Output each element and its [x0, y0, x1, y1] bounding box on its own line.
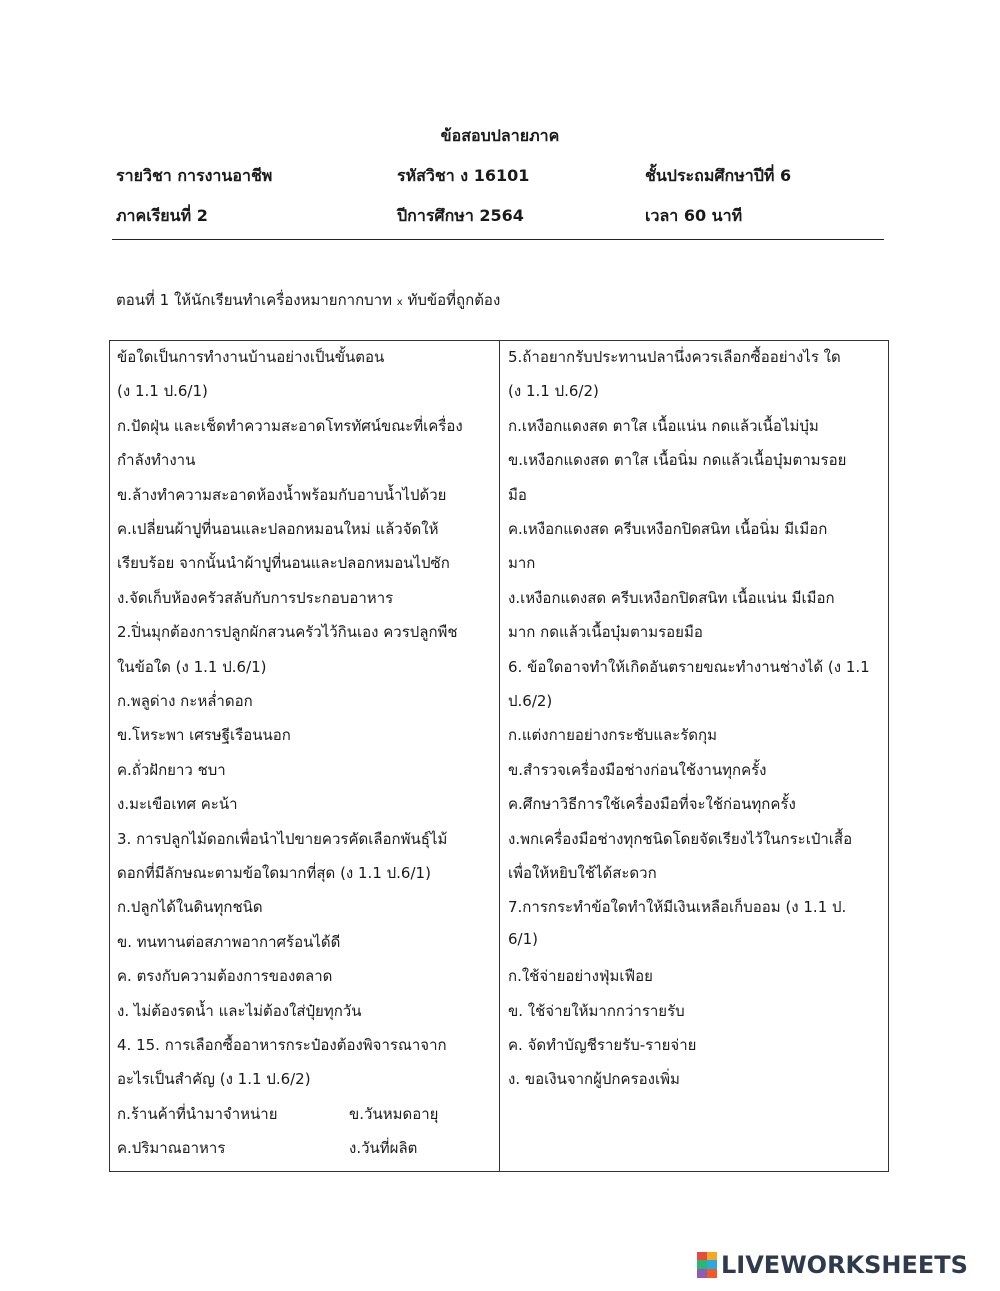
grade-level: ชั้นประถมศึกษาปีที่ 6 — [645, 166, 792, 185]
left-line: ก.ปลูกได้ในดินทุกชนิด — [117, 898, 263, 917]
option-choice: ข.วันหมดอายุ — [349, 1104, 439, 1123]
right-line: มาก กดแล้วเนื้อบุ๋มตามรอยมือ — [508, 623, 703, 642]
right-line: ข.เหงือกแดงสด ตาใส เนื้อนิ่ม กดแล้วเนื้อบุ๋มตามรอย — [508, 451, 847, 470]
logo-color-block — [697, 1260, 707, 1269]
left-line: 2.ปิ่นมุกต้องการปลูกผักสวนครัวไว้กินเอง ควรปลูกพืช — [117, 623, 458, 642]
left-line: ในข้อใด (ง 1.1 ป.6/1) — [117, 657, 267, 676]
instruction-before: ตอนที่ 1 ให้นักเรียนทำเครื่องหมายกากบาท — [116, 291, 397, 309]
right-line: ก.ใช้จ่ายอย่างฟุ่มเฟือย — [508, 967, 653, 986]
right-line: ง. ขอเงินจากผู้ปกครองเพิ่ม — [508, 1070, 680, 1089]
exam-title: ข้อสอบปลายภาค — [440, 126, 560, 145]
right-line: ค.เหงือกแดงสด ครีบเหงือกปิดสนิท เนื้อนิ่ม มีเมือก — [508, 520, 828, 538]
subject-code: รหัสวิชา ง 16101 — [397, 166, 530, 185]
right-line: 7.การกระทำข้อใดทำให้มีเงินเหลือเก็บออม (ง 1.1 ป. — [508, 898, 847, 917]
left-line: ข.โหระพา เศรษฐีเรือนนอก — [117, 726, 291, 745]
column-divider — [499, 341, 500, 1171]
right-line: ค.ศึกษาวิธีการใช้เครื่องมือที่จะใช้ก่อนทุกครั้ง — [508, 795, 796, 814]
logo-color-block — [707, 1252, 717, 1260]
liveworksheets-logo-icon — [697, 1252, 717, 1278]
right-line: ค. จัดทำบัญชีรายรับ-รายจ่าย — [508, 1036, 697, 1054]
option-choice: ง.วันที่ผลิต — [349, 1139, 418, 1158]
left-line: กำลังทำงาน — [117, 451, 196, 470]
semester-label: ภาคเรียนที่ 2 — [116, 206, 208, 225]
left-line: ก.ปัดฝุ่น และเช็ดทำความสะอาดโทรทัศน์ขณะที่เครื่อง — [117, 416, 463, 435]
logo-color-block — [707, 1269, 717, 1278]
left-line: ค. ตรงกับความต้องการของตลาด — [117, 967, 333, 986]
right-line: ก.แต่งกายอย่างกระชับและรัดกุม — [508, 726, 718, 745]
left-line: ข. ทนทานต่อสภาพอากาศร้อนได้ดี — [117, 932, 341, 951]
left-line: ค.ถั่วฝักยาว ชบา — [117, 760, 226, 779]
right-line: มือ — [508, 485, 527, 504]
option-choice: ค.ปริมาณอาหาร — [117, 1139, 226, 1158]
left-line: ก.พลูด่าง กะหล่ำดอก — [117, 692, 253, 710]
left-line: ง. ไม่ต้องรดน้ำ และไม่ต้องใส่ปุ๋ยทุกวัน — [117, 1001, 362, 1020]
right-line: 6/1) — [508, 929, 538, 948]
left-line: 3. การปลูกไม้ดอกเพื่อนำไปขายควรคัดเลือกพันธุ์ไม้ — [117, 829, 448, 848]
exam-duration: เวลา 60 นาที — [645, 206, 743, 225]
right-line: ง.พกเครื่องมือช่างทุกชนิดโดยจัดเรียงไว้ในกระเป๋าเสื้อ — [508, 829, 853, 848]
left-line: ดอกที่มีลักษณะตามข้อใดมากที่สุด (ง 1.1 ป.6/1) — [117, 864, 431, 882]
header-divider — [112, 239, 884, 240]
right-line: (ง 1.1 ป.6/2) — [508, 382, 599, 401]
right-line: ง.เหงือกแดงสด ครีบเหงือกปิดสนิท เนื้อแน่น มีเมือก — [508, 588, 835, 607]
right-line: ป.6/2) — [508, 692, 553, 710]
instruction-after: ทับข้อที่ถูกต้อง — [402, 291, 501, 309]
right-line: 5.ถ้าอยากรับประทานปลานึ่งควรเลือกซื้ออย่างไร ใด — [508, 348, 841, 366]
option-choice: ก.ร้านค้าที่นำมาจำหน่าย — [117, 1104, 278, 1123]
right-line: ข.สำรวจเครื่องมือช่างก่อนใช้งานทุกครั้ง — [508, 760, 767, 779]
subject-label: รายวิชา การงานอาชีพ — [116, 166, 273, 185]
liveworksheets-logo — [697, 1251, 968, 1279]
right-line: 6. ข้อใดอาจทำให้เกิดอันตรายขณะทำงานช่างได้ (ง 1.1 — [508, 657, 870, 676]
logo-color-block — [697, 1269, 707, 1278]
liveworksheets-logo-text: LIVEWORKSHEETS — [721, 1251, 968, 1279]
logo-color-block — [707, 1260, 717, 1269]
left-line: ข.ล้างทำความสะอาดห้องน้ำพร้อมกับอาบน้ำไปด้วย — [117, 485, 447, 504]
left-line: ง.จัดเก็บห้องครัวสลับกับการประกอบอาหาร — [117, 588, 394, 607]
right-line: มาก — [508, 554, 536, 573]
left-line: เรียบร้อย จากนั้นนำผ้าปูที่นอนและปลอกหมอนไปซัก — [117, 554, 450, 573]
academic-year: ปีการศึกษา 2564 — [397, 206, 524, 225]
left-line: อะไรเป็นสำคัญ (ง 1.1 ป.6/2) — [117, 1070, 311, 1089]
instruction-text — [116, 288, 500, 312]
logo-color-block — [697, 1252, 707, 1260]
left-line: (ง 1.1 ป.6/1) — [117, 382, 208, 401]
instruction-mark: x — [396, 297, 403, 308]
right-line: เพื่อให้หยิบใช้ได้สะดวก — [508, 864, 657, 882]
left-line: ค.เปลี่ยนผ้าปูที่นอนและปลอกหมอนใหม่ แล้วจัดให้ — [117, 520, 439, 538]
right-line: ข. ใช้จ่ายให้มากกว่ารายรับ — [508, 1001, 685, 1020]
left-line: ข้อใดเป็นการทำงานบ้านอย่างเป็นขั้นตอน — [117, 348, 385, 366]
left-line: ง.มะเขือเทศ คะน้า — [117, 795, 238, 814]
left-line: 4. 15. การเลือกซื้ออาหารกระป๋องต้องพิจารณาจาก — [117, 1036, 447, 1054]
right-line: ก.เหงือกแดงสด ตาใส เนื้อแน่น กดแล้วเนื้อไม่บุ๋ม — [508, 416, 819, 435]
question-table — [109, 340, 889, 1172]
